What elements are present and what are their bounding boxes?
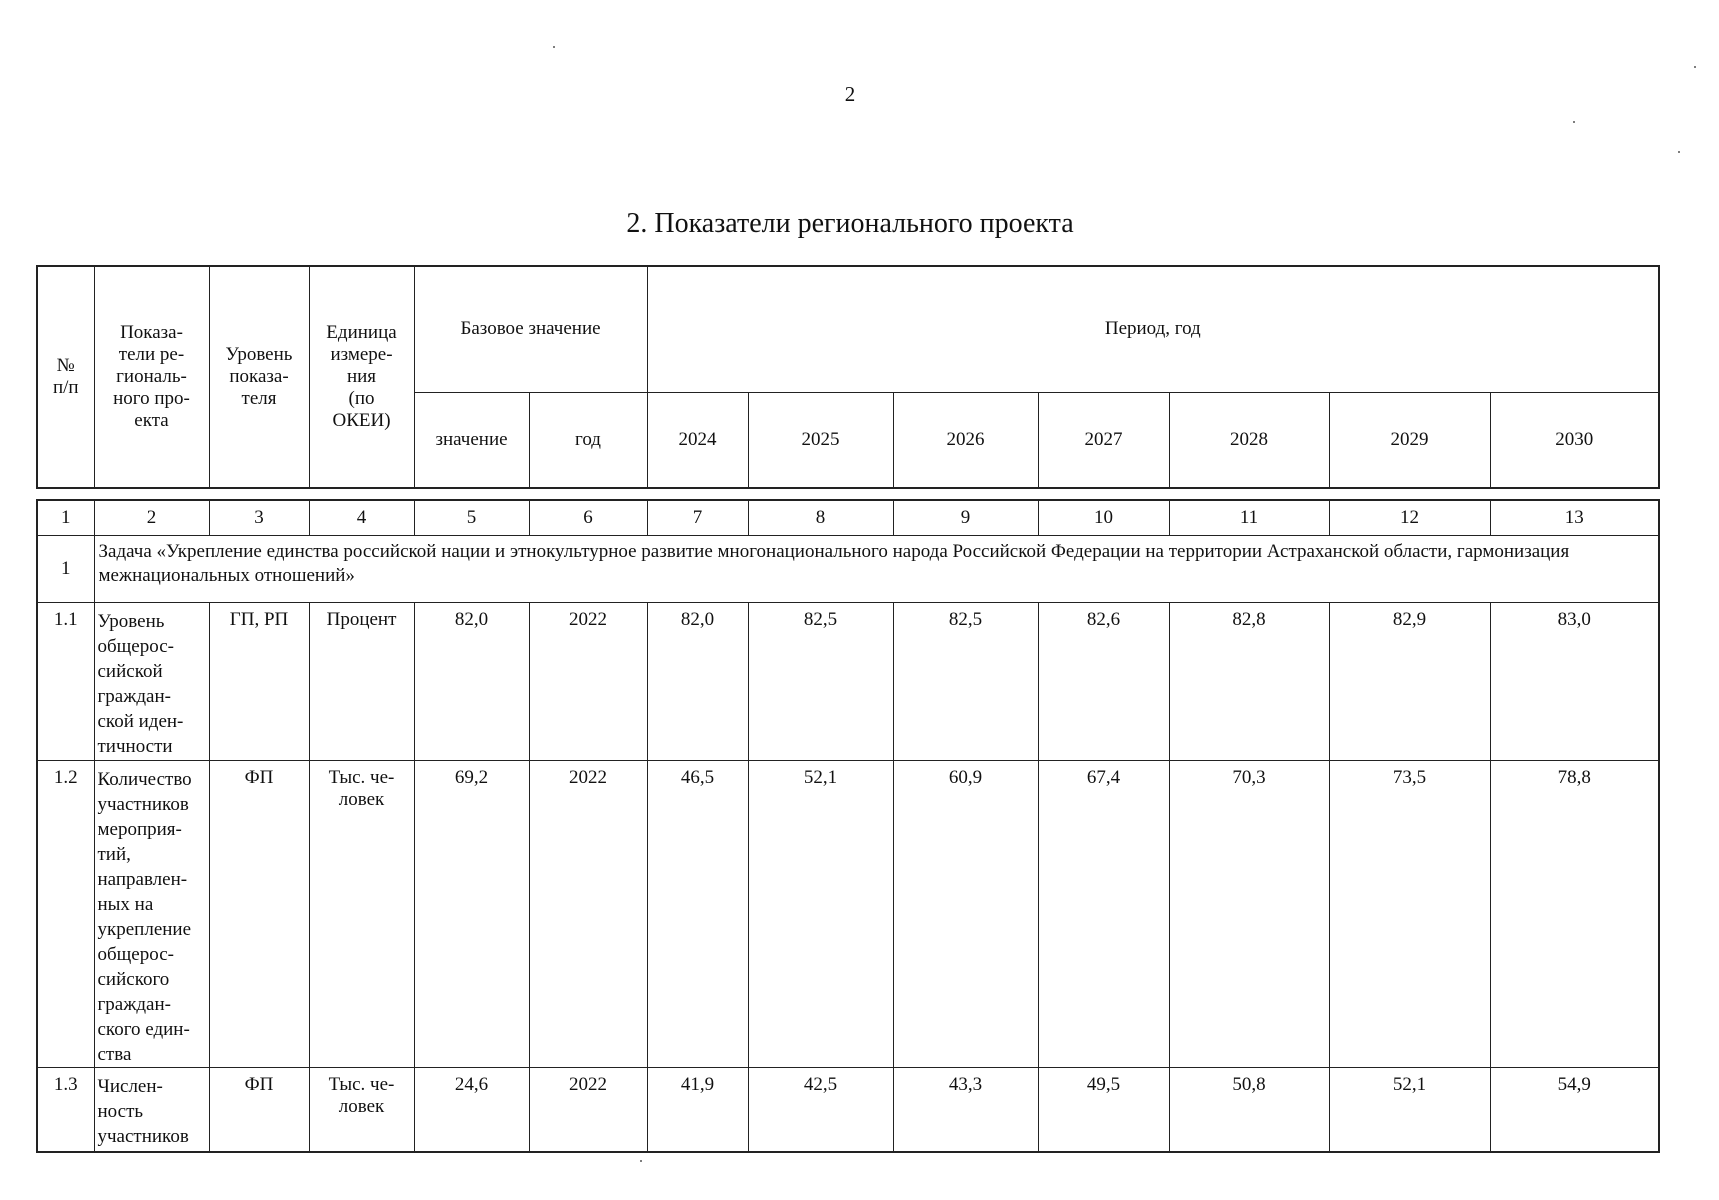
indicators-table-header: [36, 265, 1660, 489]
value-2024: 82,0: [647, 603, 748, 761]
base-value: 24,6: [414, 1068, 529, 1152]
indicators-table-body: [36, 499, 1660, 1153]
column-number: 3: [209, 500, 309, 536]
indicator-unit: Тыс. че-ловек: [309, 1068, 414, 1152]
base-value: 82,0: [414, 603, 529, 761]
indicator-name: Уровень общерос- сийской граждан- ской иден- тичности: [94, 603, 209, 761]
header-year: год: [529, 392, 647, 488]
value-2025: 52,1: [748, 761, 893, 1068]
task-text: Задача «Укрепление единства российской нации и этнокультурное развитие многонационального народа Российской Федерации на территории Астраханской области, гармонизация межнациональных отношений»: [94, 536, 1659, 603]
indicator-level: ГП, РП: [209, 603, 309, 761]
scan-speck: [1573, 121, 1575, 123]
column-number: 7: [647, 500, 748, 536]
header-year-2028: 2028: [1169, 392, 1329, 488]
header-base-value: Базовое значение: [414, 266, 647, 392]
base-year: 2022: [529, 603, 647, 761]
column-number: 2: [94, 500, 209, 536]
value-2030: 78,8: [1490, 761, 1659, 1068]
scan-speck: [1694, 66, 1696, 68]
header-col-level: Уровень показа- теля: [209, 266, 309, 488]
page-title: 2. Показатели регионального проекта: [626, 208, 1074, 239]
header-year-2030: 2030: [1490, 392, 1659, 488]
table-row: [37, 761, 1659, 1068]
row-number: 1.3: [37, 1068, 94, 1152]
column-number: 12: [1329, 500, 1490, 536]
value-2025: 42,5: [748, 1068, 893, 1152]
indicator-unit: Тыс. че-ловек: [309, 761, 414, 1068]
column-number: 5: [414, 500, 529, 536]
scan-speck: [640, 1160, 642, 1162]
header-col-indicator: Показа- тели ре- гиональ- ного про- екта: [94, 266, 209, 488]
value-2025: 82,5: [748, 603, 893, 761]
column-number: 13: [1490, 500, 1659, 536]
row-number: 1.2: [37, 761, 94, 1068]
value-2029: 52,1: [1329, 1068, 1490, 1152]
header-col-unit: Единица измере- ния (по ОКЕИ): [309, 266, 414, 488]
value-2026: 43,3: [893, 1068, 1038, 1152]
value-2028: 82,8: [1169, 603, 1329, 761]
column-number: 10: [1038, 500, 1169, 536]
header-year-2025: 2025: [748, 392, 893, 488]
task-number: 1: [37, 536, 94, 603]
value-2027: 67,4: [1038, 761, 1169, 1068]
task-row: [37, 536, 1659, 603]
header-year-2027: 2027: [1038, 392, 1169, 488]
header-year-2024: 2024: [647, 392, 748, 488]
header-value: значение: [414, 392, 529, 488]
scan-speck: [1678, 151, 1680, 153]
column-number: 8: [748, 500, 893, 536]
value-2028: 70,3: [1169, 761, 1329, 1068]
scan-speck: [553, 46, 555, 48]
column-number: 1: [37, 500, 94, 536]
header-col-num: № п/п: [37, 266, 94, 488]
column-numbers-row: [37, 500, 1659, 536]
column-number: 11: [1169, 500, 1329, 536]
value-2028: 50,8: [1169, 1068, 1329, 1152]
indicator-name: Числен- ность участников: [94, 1068, 209, 1152]
indicator-level: ФП: [209, 1068, 309, 1152]
page-number: 2: [844, 82, 856, 106]
value-2027: 49,5: [1038, 1068, 1169, 1152]
value-2030: 83,0: [1490, 603, 1659, 761]
header-period: Период, год: [647, 266, 1659, 392]
value-2029: 73,5: [1329, 761, 1490, 1068]
value-2026: 82,5: [893, 603, 1038, 761]
row-number: 1.1: [37, 603, 94, 761]
table-row: [37, 1068, 1659, 1152]
table-row: [37, 603, 1659, 761]
indicator-unit: Процент: [309, 603, 414, 761]
value-2027: 82,6: [1038, 603, 1169, 761]
value-2026: 60,9: [893, 761, 1038, 1068]
base-value: 69,2: [414, 761, 529, 1068]
base-year: 2022: [529, 1068, 647, 1152]
column-number: 9: [893, 500, 1038, 536]
column-number: 4: [309, 500, 414, 536]
value-2024: 46,5: [647, 761, 748, 1068]
value-2030: 54,9: [1490, 1068, 1659, 1152]
base-year: 2022: [529, 761, 647, 1068]
value-2024: 41,9: [647, 1068, 748, 1152]
header-year-2026: 2026: [893, 392, 1038, 488]
value-2029: 82,9: [1329, 603, 1490, 761]
column-number: 6: [529, 500, 647, 536]
indicator-level: ФП: [209, 761, 309, 1068]
header-year-2029: 2029: [1329, 392, 1490, 488]
indicator-name: Количество участников мероприя- тий, направлен- ных на укрепление общерос- сийского граждан- ского един- ства: [94, 761, 209, 1068]
